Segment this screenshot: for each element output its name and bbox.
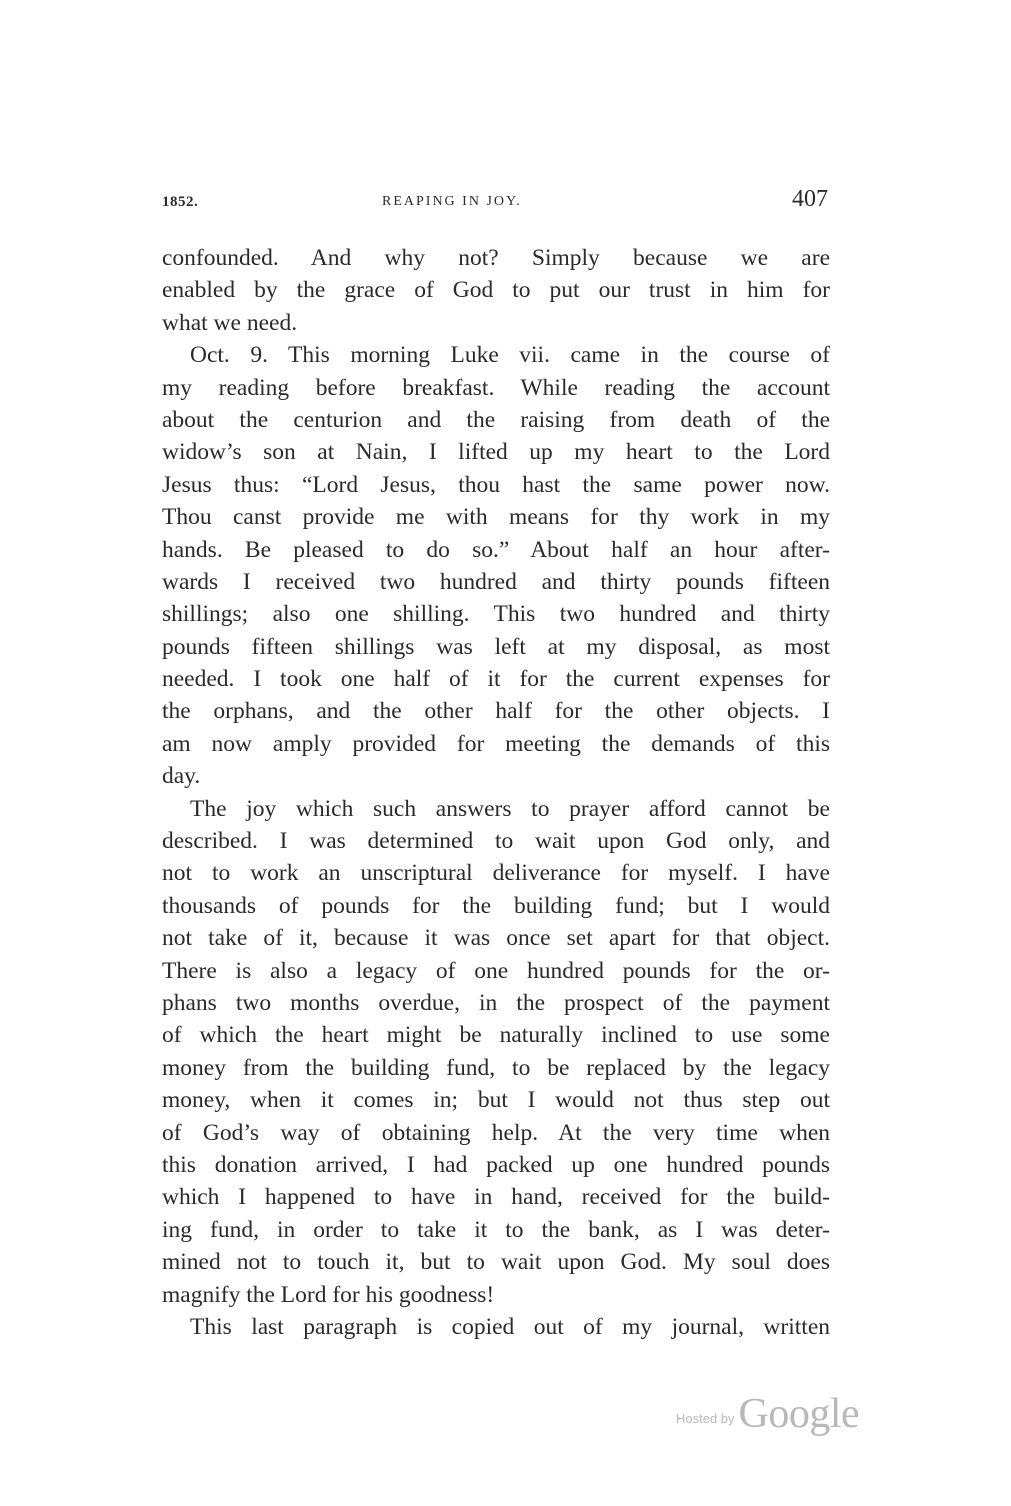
page-number: 407 bbox=[792, 186, 828, 212]
text-line: described. I was determined to wait upon God only, and bbox=[162, 828, 830, 855]
text-line: shillings; also one shilling. This two hundred and thirty bbox=[162, 601, 830, 628]
watermark-prefix: Hosted by bbox=[676, 1411, 735, 1426]
text-line: confounded. And why not? Simply because we are bbox=[162, 245, 830, 271]
text-line: mined not to touch it, but to wait upon God. My soul does bbox=[162, 1249, 830, 1276]
body-text bbox=[162, 242, 830, 1343]
text-line: needed. I took one half of it for the current expenses for bbox=[162, 666, 830, 693]
text-line: of which the heart might be naturally inclined to use some bbox=[162, 1022, 830, 1049]
text-line: Oct. 9. This morning Luke vii. came in the course of bbox=[190, 342, 830, 369]
text-line: phans two months overdue, in the prospect of the payment bbox=[162, 989, 830, 1016]
text-line: wards I received two hundred and thirty pounds fifteen bbox=[162, 568, 830, 595]
text-line: pounds fifteen shillings was left at my disposal, as most bbox=[162, 633, 830, 660]
text-line: of God’s way of obtaining help. At the very time when bbox=[162, 1119, 830, 1146]
google-watermark bbox=[676, 1390, 859, 1440]
running-title: REAPING IN JOY. bbox=[382, 194, 522, 209]
text-line: not take of it, because it was once set apart for that object. bbox=[162, 925, 830, 952]
text-line: Thou canst provide me with means for thy work in my bbox=[162, 504, 830, 531]
text-line: am now amply provided for meeting the demands of this bbox=[162, 730, 830, 757]
text-line: money from the building fund, to be replaced by the legacy bbox=[162, 1054, 830, 1081]
header-year: 1852. bbox=[162, 194, 199, 210]
text-line: widow’s son at Nain, I lifted up my heart to the Lord bbox=[162, 439, 830, 466]
text-line: magnify the Lord for his goodness! bbox=[162, 1281, 495, 1308]
text-line: the orphans, and the other half for the other objects. I bbox=[162, 698, 830, 725]
text-line: what we need. bbox=[162, 309, 298, 336]
text-line: Jesus thus: “Lord Jesus, thou hast the same power now. bbox=[162, 471, 830, 498]
text-line: hands. Be pleased to do so.” About half an hour after- bbox=[162, 536, 830, 563]
text-line: about the centurion and the raising from death of the bbox=[162, 406, 830, 433]
watermark-brand: Google bbox=[738, 1391, 860, 1437]
text-line: The joy which such answers to prayer afford cannot be bbox=[190, 795, 830, 822]
text-line: which I happened to have in hand, received for the build- bbox=[162, 1184, 830, 1211]
text-line: this donation arrived, I had packed up one hundred pounds bbox=[162, 1151, 830, 1178]
text-line: money, when it comes in; but I would not thus step out bbox=[162, 1087, 830, 1114]
running-header bbox=[162, 188, 830, 218]
text-line: This last paragraph is copied out of my journal, written bbox=[190, 1313, 830, 1340]
text-line: day. bbox=[162, 763, 201, 790]
text-line: enabled by the grace of God to put our trust in him for bbox=[162, 277, 830, 304]
text-line: thousands of pounds for the building fund; but I would bbox=[162, 892, 830, 919]
text-line: not to work an unscriptural deliverance for myself. I have bbox=[162, 860, 830, 887]
text-line: my reading before breakfast. While reading the account bbox=[162, 374, 830, 401]
text-line: ing fund, in order to take it to the bank, as I was deter- bbox=[162, 1216, 830, 1243]
text-line: There is also a legacy of one hundred pounds for the or- bbox=[162, 957, 830, 984]
